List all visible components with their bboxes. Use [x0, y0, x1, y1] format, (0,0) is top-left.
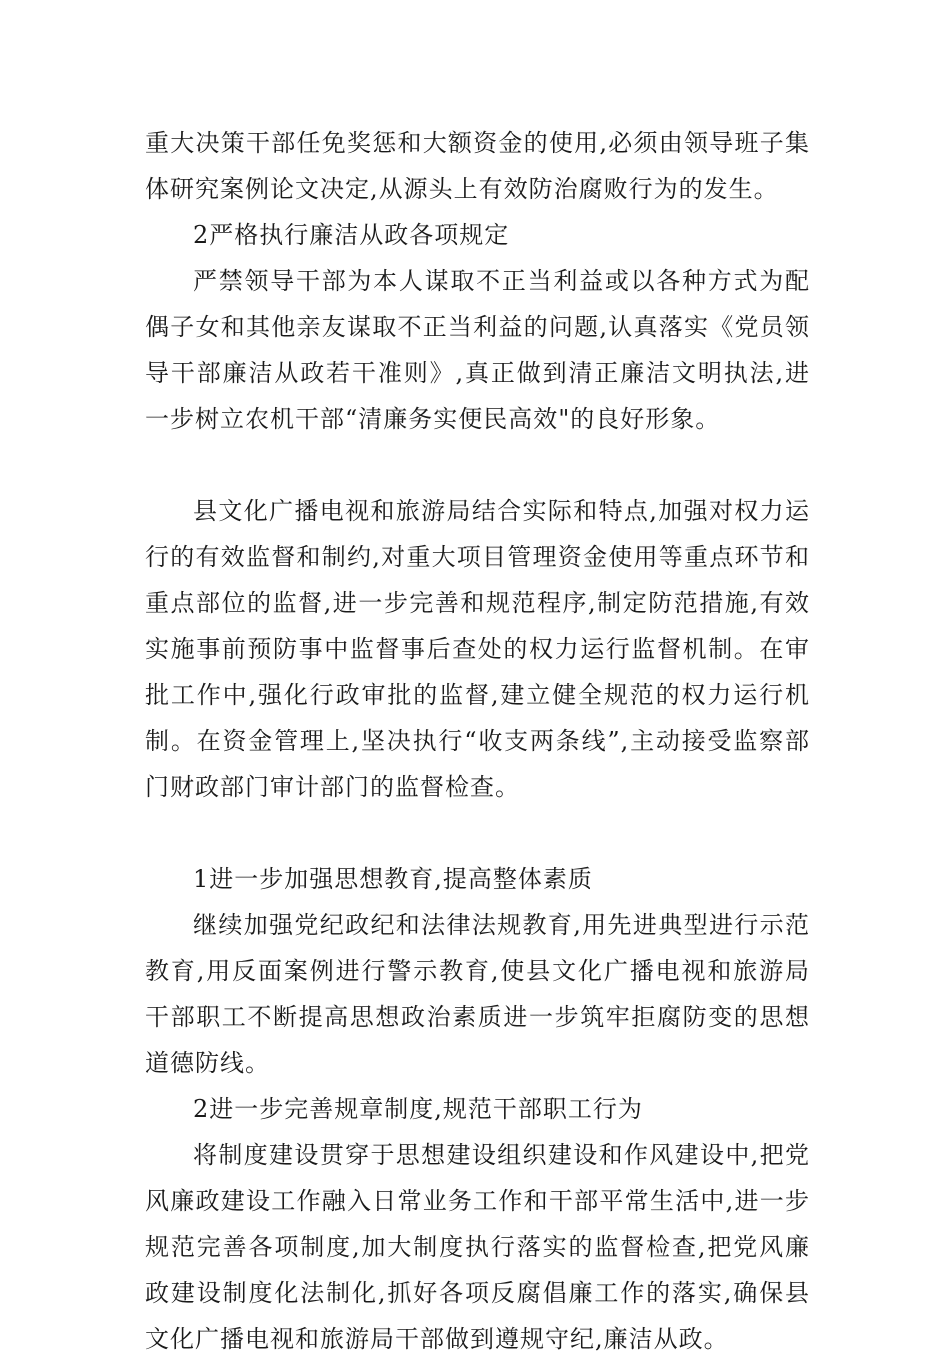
paragraph-rules-improvement: 将制度建设贯穿于思想建设组织建设和作风建设中,把党风廉政建设工作融入日常业务工作和干部平常生活中,进一步规范完善各项制度,加大制度执行落实的监督检查,把党风廉政建设制度化法制化,抓好各项反腐倡廉工作的落实,确保县文化广播电视和旅游局干部做到遵规守纪,廉洁从政。: [145, 1141, 810, 1353]
paragraph-gap: [145, 442, 810, 488]
paragraph-gap: [145, 810, 810, 856]
paragraph-integrity-rules: 严禁领导干部为本人谋取不正当利益或以各种方式为配偶子女和其他亲友谋取不正当利益的问题,认真落实《党员领导干部廉洁从政若干准则》,真正做到清正廉洁文明执法,进一步树立农机干部“清廉务实便民高效"的良好形象。: [145, 267, 810, 433]
paragraph-decision-making: 重大决策干部任免奖惩和大额资金的使用,必须由领导班子集体研究案例论文决定,从源头上有效防治腐败行为的发生。: [145, 129, 810, 203]
paragraph-power-supervision: 县文化广播电视和旅游局结合实际和特点,加强对权力运行的有效监督和制约,对重大项目管理资金使用等重点环节和重点部位的监督,进一步完善和规范程序,制定防范措施,有效实施事前预防事中监督事后查处的权力运行监督机制。在审批工作中,强化行政审批的监督,建立健全规范的权力运行机制。在资金管理上,坚决执行“收支两条线”,主动接受监察部门财政部门审计部门的监督检查。: [145, 497, 810, 801]
heading-rules-improvement: 2进一步完善规章制度,规范干部职工行为: [193, 1095, 643, 1123]
heading-ideological-education: 1进一步加强思想教育,提高整体素质: [193, 865, 593, 893]
document-body: [145, 120, 810, 1362]
paragraph-ideological-education: 继续加强党纪政纪和法律法规教育,用先进典型进行示范教育,用反面案例进行警示教育,使县文化广播电视和旅游局干部职工不断提高思想政治素质进一步筑牢拒腐防变的思想道德防线。: [145, 911, 810, 1077]
heading-integrity-rules: 2严格执行廉洁从政各项规定: [193, 221, 510, 249]
